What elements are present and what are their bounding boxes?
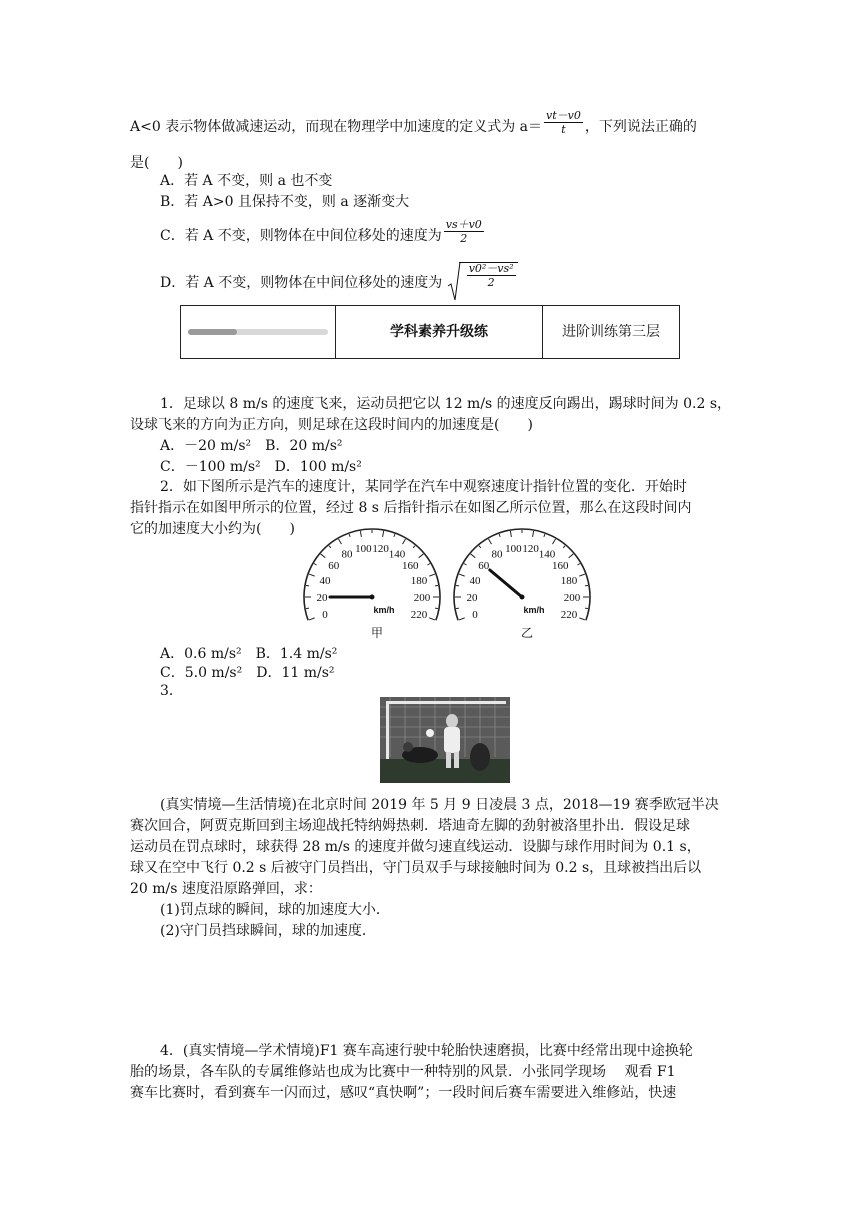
speedometer-b-tick-mark xyxy=(510,531,511,537)
speedometer-b-tick-label: 120 xyxy=(522,542,539,555)
speedometer-b-tick-mark xyxy=(579,574,585,576)
speedometer-a xyxy=(300,515,445,645)
speedometer-b-tick-mark xyxy=(569,554,574,558)
speedometer-b-tick-mark xyxy=(585,608,588,609)
speedometer-b-tick-label: 60 xyxy=(478,559,490,572)
speedometer-a-tick-mark xyxy=(321,554,326,558)
speedometer-b-tick-label: 40 xyxy=(469,574,481,587)
q3-number: 3． xyxy=(160,683,183,699)
intro-line-1 xyxy=(130,108,697,138)
speedometer-a-tick-label: 160 xyxy=(402,559,419,572)
q2-line-3: 它的加速度大小约为( ) xyxy=(130,521,295,537)
q1-line-2: 设球飞来的方向为正方向，则足球在这段时间内的加速度是( ) xyxy=(130,417,533,433)
option-c-den: 2 xyxy=(460,231,468,245)
speedometer-b-tick-label: 160 xyxy=(552,559,569,572)
speedometer-b-tick-mark xyxy=(577,564,580,566)
accel-formula xyxy=(544,109,583,136)
speedometer-a-tick-mark xyxy=(429,574,435,576)
speedometer-a-tick-mark xyxy=(435,608,438,609)
option-d-formula xyxy=(467,262,516,289)
speedometer-b-tick-mark xyxy=(459,618,465,620)
option-d-num: v0²－vs² xyxy=(468,261,514,275)
speedometer-b-tick-mark xyxy=(471,554,476,558)
speedometer-a-tick-mark xyxy=(309,618,315,620)
option-c xyxy=(160,217,486,247)
speedometer-a-tick-label: 220 xyxy=(410,609,428,622)
speedometer-b-unit: km/h xyxy=(523,605,545,615)
speedometer-b-hub xyxy=(520,595,525,600)
speedometer-a-tick-label: 140 xyxy=(388,548,406,561)
speedometer-b-tick-label: 0 xyxy=(472,609,478,622)
q2-line-2: 指针指示在如图甲所示的位置，经过 8 s 后指针指示在如图乙所示位置，那么在这段时间内 xyxy=(130,500,692,516)
speedometer-b-tick-mark xyxy=(489,539,492,544)
speedometer-a-tick-label: 20 xyxy=(316,592,328,604)
speedometer-a-tick-label: 60 xyxy=(328,559,340,572)
q3-sub-2: (2)守门员挡球瞬间，球的加速度． xyxy=(160,923,376,939)
speedometer-a-tick-mark xyxy=(360,531,361,537)
intro-line-1-prefix: A<0 表示物体做减速运动，而现在物理学中加速度的定义式为 a＝ xyxy=(130,119,542,135)
speedometer-a-tick-label: 80 xyxy=(341,548,353,561)
speedometer-b-tick-mark xyxy=(579,618,585,620)
speedometer-a-tick-mark xyxy=(306,608,309,609)
speedometer-a-tick-mark xyxy=(383,531,384,537)
banner-progress-cell xyxy=(181,306,336,358)
speedometer-a-tick-mark xyxy=(427,564,430,566)
q1-options-cd: C．－100 m/s² D．100 m/s² xyxy=(160,459,362,475)
speedometer-a-tick-mark xyxy=(339,539,342,544)
speedometer-b-tick-label: 180 xyxy=(560,574,578,587)
speedometer-b-caption: 乙 xyxy=(520,626,534,640)
intro-line-2: 是( ) xyxy=(130,155,183,171)
speedometer-a-tick-label: 0 xyxy=(322,609,328,622)
speedometer-a-tick-label: 200 xyxy=(413,592,431,604)
q3-line-1: (真实情境—生活情境)在北京时间 2019 年 5 月 9 日凌晨 3 点，2018—19 赛季欧冠半决 xyxy=(160,797,719,813)
speedometer-a-tick-mark xyxy=(419,554,424,558)
option-c-formula xyxy=(444,218,484,245)
q2-options-cd: C．5.0 m/s² D．11 m/s² xyxy=(160,665,335,681)
speedometer-a-tick-mark xyxy=(309,574,315,576)
speedometer-b-tick-label: 220 xyxy=(560,609,578,622)
q3-line-4: 球又在空中飞行 0.2 s 后被守门员挡出，守门员双手与球接触时间为 0.2 s，且球被挡出后以 xyxy=(130,860,702,876)
football-goal-scene-icon xyxy=(380,697,510,783)
speedometer-b-tick-mark xyxy=(479,546,481,548)
speedometer-b-tick-label: 80 xyxy=(491,548,503,561)
q1-options-ab: A．－20 m/s² B．20 m/s² xyxy=(160,438,343,454)
speedometer-b-tick-mark xyxy=(456,608,459,609)
speedometer-b-tick-mark xyxy=(456,585,459,586)
accel-formula-den: t xyxy=(561,122,566,136)
speedometer-a-tick-mark xyxy=(403,539,406,544)
q2-options-ab: A．0.6 m/s² B．1.4 m/s² xyxy=(160,646,338,662)
banner-progress-bar xyxy=(188,329,328,335)
option-d-den: 2 xyxy=(487,275,495,289)
speedometer-b-tick-mark xyxy=(499,534,500,537)
q4-line-2: 胎的场景，各车队的专属维修站也成为比赛中一种特别的风景．小张同学现场 观看 F1 xyxy=(130,1064,676,1080)
speedometer-b-tick-label: 140 xyxy=(538,548,556,561)
option-b: B．若 A>0 且保持不变，则 a 逐渐变大 xyxy=(160,194,410,210)
option-d-sqrt xyxy=(447,262,518,289)
speedometer-b-tick-mark xyxy=(553,539,556,544)
option-a: A．若 A 不变，则 a 也不变 xyxy=(160,173,333,189)
option-d-text: D．若 A 不变，则物体在中间位移处的速度为 xyxy=(160,275,443,291)
speedometer-a-tick-label: 120 xyxy=(372,542,389,555)
football-photo xyxy=(380,697,510,783)
section-banner xyxy=(180,305,680,359)
speedometer-b xyxy=(450,515,595,645)
q3-line-3: 运动员在罚点球时，球获得 28 m/s 的速度并做匀速直线运动．设脚与球作用时间为 0.1 s， xyxy=(130,839,701,855)
q3-line-5: 20 m/s 速度沿原路弹回，求： xyxy=(130,881,322,897)
speedometer-b-tick-mark xyxy=(544,534,545,537)
speedometer-a-tick-label: 40 xyxy=(319,574,331,587)
speedometer-a-tick-mark xyxy=(413,546,415,548)
q3-sub-1: (1)罚点球的瞬间，球的加速度大小． xyxy=(160,902,390,918)
speedometer-b-tick-mark xyxy=(563,546,565,548)
q2-line-1: 2．如下图所示是汽车的速度计，某同学在汽车中观察速度计指针位置的变化．开始时 xyxy=(160,479,687,495)
banner-progress-fill xyxy=(188,329,237,335)
speedometer-a-tick-mark xyxy=(349,534,350,537)
sqrt-bar xyxy=(459,262,518,263)
speedometer-a-hub xyxy=(370,595,375,600)
accel-formula-num: vt－v0 xyxy=(546,108,581,122)
speedometer-b-tick-label: 20 xyxy=(466,592,478,604)
speedometer-a-tick-mark xyxy=(329,546,331,548)
q4-line-1: 4．(真实情境—学术情境)F1 赛车高速行驶中轮胎快速磨损，比赛中经常出现中途换轮 xyxy=(160,1043,693,1059)
speedometer-a-tick-mark xyxy=(429,618,435,620)
speedometer-a-tick-mark xyxy=(435,585,438,586)
banner-level: 进阶训练第三层 xyxy=(562,324,660,340)
speedometer-a-tick-label: 100 xyxy=(355,542,372,555)
q4-line-3: 赛车比赛时，看到赛车一闪而过，感叹“真快啊”；一段时间后赛车需要进入维修站，快速 xyxy=(130,1085,677,1101)
speedometer-b-tick-label: 100 xyxy=(505,542,522,555)
speedometer-a-caption: 甲 xyxy=(370,626,384,640)
speedometer-b-tick-mark xyxy=(464,564,467,566)
speedometer-a-tick-mark xyxy=(314,564,317,566)
banner-title: 学科素养升级练 xyxy=(336,306,543,358)
speedometer-b-tick-label: 200 xyxy=(563,592,581,604)
q1-line-1: 1．足球以 8 m/s 的速度飞来，运动员把它以 12 m/s 的速度反向踢出，踢球时间为 0.2 s， xyxy=(160,396,732,412)
speedometer-b-tick-mark xyxy=(533,531,534,537)
speedometer-b-needle xyxy=(490,570,522,597)
speedometer-a-tick-mark xyxy=(394,534,395,537)
speedometer-a-tick-mark xyxy=(306,585,309,586)
speedometer-b-tick-mark xyxy=(585,585,588,586)
speedometer-b-tick-mark xyxy=(459,574,465,576)
option-d xyxy=(160,261,518,294)
sqrt-sign-icon xyxy=(447,262,463,302)
option-c-num: vs＋v0 xyxy=(445,217,482,231)
speedometer-a-tick-label: 180 xyxy=(410,574,428,587)
intro-line-1-suffix: ，下列说法正确的 xyxy=(584,119,697,135)
q3-line-2: 赛次回合，阿贾克斯回到主场迎战托特纳姆热刺．塔迪奇左脚的劲射被洛里扑出．假设足球 xyxy=(130,818,690,834)
speedometer-a-unit: km/h xyxy=(373,605,395,615)
option-c-text: C．若 A 不变，则物体在中间位移处的速度为 xyxy=(160,228,442,244)
